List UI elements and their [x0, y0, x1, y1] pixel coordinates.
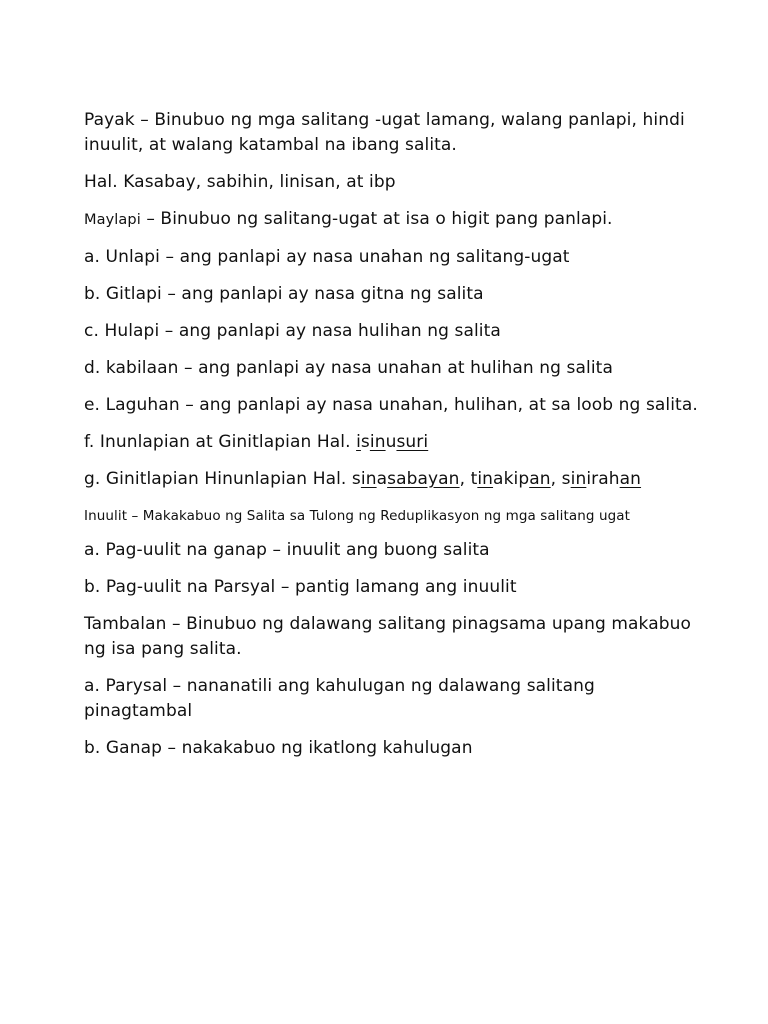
list-item-ganap-ulit: a. Pag-uulit na ganap – inuulit ang buong salita	[84, 540, 490, 560]
ginitlapian-label: g. Ginitlapian Hinunlapian Hal.	[84, 469, 352, 489]
example-affix: an	[619, 469, 642, 489]
list-item-ginitlapian	[84, 467, 704, 492]
example-affix: i	[356, 432, 361, 452]
example-root: u	[385, 432, 397, 452]
example-affix: sabayan	[387, 469, 460, 489]
list-item-ganap-tambal: b. Ganap – nakakabuo ng ikatlong kahulugan	[84, 738, 473, 758]
paragraph-inuulit: Inuulit – Makakabuo ng Salita sa Tulong ng Reduplikasyon ng mga salitang ugat	[84, 508, 631, 524]
example-root: s	[360, 432, 370, 452]
list-item-unlapi: a. Unlapi – ang panlapi ay nasa unahan ng salitang-ugat	[84, 247, 570, 267]
paragraph-payak: Payak – Binubuo ng mga salitang -ugat lamang, walang panlapi, hindi inuulit, at walang katambal na ibang salita.	[84, 110, 685, 155]
example-root: s	[561, 469, 571, 489]
separator: ,	[459, 469, 471, 489]
list-item-parysal: a. Parysal – nananatili ang kahulugan ng dalawang salitang pinagtambal	[84, 676, 595, 721]
list-item-gitlapi: b. Gitlapi – ang panlapi ay nasa gitna ng salita	[84, 284, 484, 304]
example-root: t	[470, 469, 478, 489]
list-item-inunlapian	[84, 430, 704, 455]
list-item-parsyal-ulit: b. Pag-uulit na Parsyal – pantig lamang ang inuulit	[84, 577, 517, 597]
list-item-laguhan: e. Laguhan – ang panlapi ay nasa unahan, hulihan, at sa loob ng salita.	[84, 395, 698, 415]
separator: ,	[550, 469, 562, 489]
document-body	[84, 108, 704, 773]
list-item-kabilaan: d. kabilaan – ang panlapi ay nasa unahan at hulihan ng salita	[84, 358, 613, 378]
paragraph-tambalan: Tambalan – Binubuo ng dalawang salitang pinagsama upang makabuo ng isa pang salita.	[84, 614, 691, 659]
example-root: s	[351, 469, 361, 489]
list-item-hulapi: c. Hulapi – ang panlapi ay nasa hulihan ng salita	[84, 321, 501, 341]
inunlapian-label: f. Inunlapian at Ginitlapian Hal.	[84, 432, 357, 452]
example-affix: in	[477, 469, 494, 489]
example-root: irah	[586, 469, 620, 489]
example-affix: suri	[396, 432, 429, 452]
example-root: a	[376, 469, 388, 489]
example-root: akip	[493, 469, 530, 489]
example-affix: in	[570, 469, 587, 489]
example-affix: an	[529, 469, 551, 489]
example-affix: in	[360, 469, 377, 489]
maylapi-definition: – Binubuo ng salitang-ugat at isa o higit pang panlapi.	[140, 209, 613, 229]
paragraph-payak-example: Hal. Kasabay, sabihin, linisan, at ibp	[84, 172, 396, 192]
example-affix: in	[369, 432, 386, 452]
maylapi-heading: Maylapi	[84, 212, 141, 228]
paragraph-maylapi	[84, 207, 704, 233]
